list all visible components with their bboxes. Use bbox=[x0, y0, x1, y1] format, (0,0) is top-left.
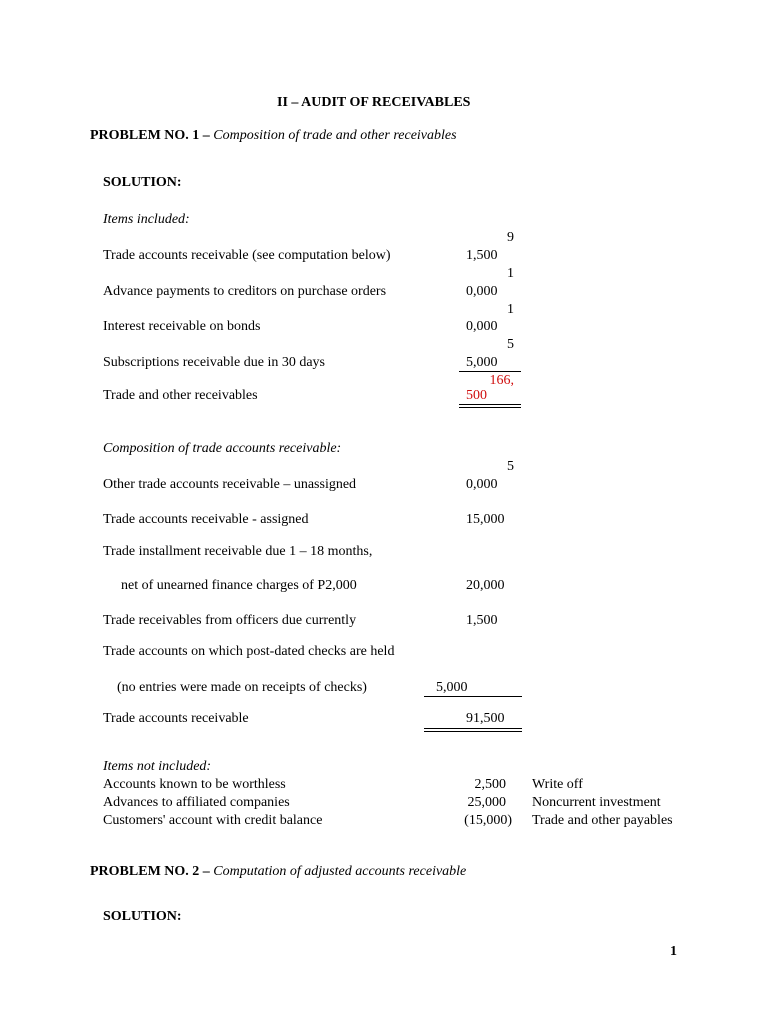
list-item-amount: (15,000) bbox=[464, 813, 512, 828]
list-item-label: Interest receivable on bonds bbox=[103, 319, 261, 334]
solution-heading: SOLUTION: bbox=[103, 909, 182, 924]
problem-2-label: PROBLEM NO. 2 – bbox=[90, 864, 210, 879]
list-item-label: Advances to affiliated companies bbox=[103, 795, 290, 810]
composition-heading: Composition of trade accounts receivable: bbox=[103, 441, 342, 456]
list-item-top-digit: 5 bbox=[507, 459, 514, 474]
page-number: 1 bbox=[670, 944, 677, 959]
problem-1-subtitle: Composition of trade and other receivables bbox=[213, 128, 457, 143]
list-item-label: Accounts known to be worthless bbox=[103, 777, 286, 792]
list-item-label: Subscriptions receivable due in 30 days bbox=[103, 355, 326, 370]
total-double-rule bbox=[424, 728, 522, 732]
list-item-top-digit: 1 bbox=[507, 266, 514, 281]
list-item-treatment: Write off bbox=[532, 777, 583, 792]
list-item-label: Trade accounts receivable - assigned bbox=[103, 512, 309, 527]
list-item-amount: 1,500 bbox=[466, 613, 498, 628]
items-included-heading: Items included: bbox=[103, 212, 190, 227]
composition-total-label: Trade accounts receivable bbox=[103, 711, 249, 726]
list-item-label: Advance payments to creditors on purchase orders bbox=[103, 284, 387, 299]
composition-total-amount: 91,500 bbox=[466, 711, 505, 726]
page-title: II – AUDIT OF RECEIVABLES bbox=[277, 95, 471, 110]
list-item-amount: 5,000 bbox=[466, 355, 498, 370]
subtotal-rule bbox=[424, 696, 522, 697]
problem-1-heading bbox=[90, 128, 457, 144]
list-item-label: Trade accounts receivable (see computation below) bbox=[103, 248, 391, 263]
list-item-top-digit: 1 bbox=[507, 302, 514, 317]
total-double-rule bbox=[459, 404, 521, 408]
solution-heading: SOLUTION: bbox=[103, 175, 182, 190]
subtotal-rule bbox=[459, 371, 521, 372]
list-item-amount: 1,500 bbox=[466, 248, 498, 263]
problem-2-heading bbox=[90, 864, 466, 880]
list-item-amount: 0,000 bbox=[466, 319, 498, 334]
list-item-label: Trade accounts on which post-dated checks are held bbox=[103, 644, 395, 659]
list-item-label: Customers' account with credit balance bbox=[103, 813, 323, 828]
list-item-label: Trade installment receivable due 1 – 18 months, bbox=[103, 544, 373, 559]
list-item-treatment: Noncurrent investment bbox=[532, 795, 661, 810]
problem-1-label: PROBLEM NO. 1 – bbox=[90, 128, 210, 143]
list-item-amount: 25,000 bbox=[467, 795, 506, 810]
list-item-treatment: Trade and other payables bbox=[532, 813, 673, 828]
list-item-amount: 0,000 bbox=[466, 477, 498, 492]
problem-2-subtitle: Computation of adjusted accounts receivable bbox=[213, 864, 467, 879]
items-not-included-heading: Items not included: bbox=[103, 759, 212, 774]
list-item-amount: 20,000 bbox=[466, 578, 505, 593]
list-item-amount: 15,000 bbox=[466, 512, 505, 527]
list-item-amount: 5,000 bbox=[436, 680, 468, 695]
list-item-label: Other trade accounts receivable – unassigned bbox=[103, 477, 357, 492]
list-item-amount: 2,500 bbox=[474, 777, 506, 792]
list-item-label: net of unearned finance charges of P2,000 bbox=[121, 578, 357, 593]
total-label: Trade and other receivables bbox=[103, 388, 258, 403]
total-amount: 500 bbox=[466, 388, 487, 403]
list-item-amount: 0,000 bbox=[466, 284, 498, 299]
list-item-top-digit: 9 bbox=[507, 230, 514, 245]
list-item-label: (no entries were made on receipts of checks) bbox=[117, 680, 367, 695]
list-item-top-digit: 5 bbox=[507, 337, 514, 352]
total-amount-top: 166, bbox=[489, 373, 514, 388]
list-item-label: Trade receivables from officers due currently bbox=[103, 613, 357, 628]
